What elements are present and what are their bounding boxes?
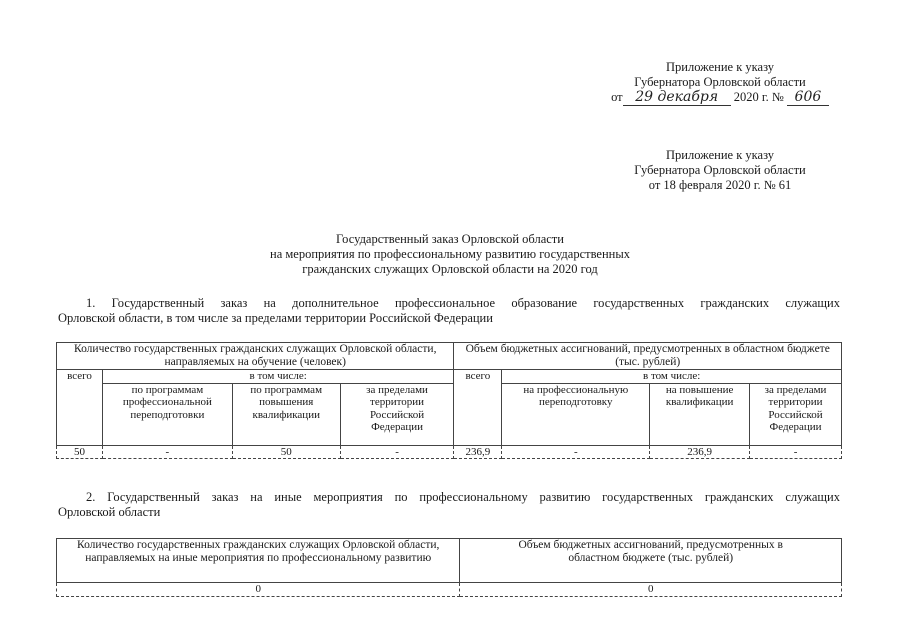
section-1-line2: Орловской области, в том числе за пределами территории Российской Федерации — [58, 311, 493, 325]
table-1-column-header-row — [57, 383, 842, 445]
table-1-header-total-count: всего — [57, 370, 103, 446]
table-1-cell: 236,9 — [454, 445, 502, 459]
table-1-col-budget-abroad: за пределами территории Российской Федерации — [750, 383, 842, 445]
section-2-line2: Орловской области — [58, 505, 161, 519]
table-1-cell: 236,9 — [650, 445, 750, 459]
appendix-header-new — [600, 60, 840, 106]
table-1-cell: 50 — [57, 445, 103, 459]
section-1-text — [58, 296, 840, 326]
title-line1: Государственный заказ Орловской области — [336, 232, 564, 246]
date-suffix: 2020 г. № — [733, 90, 784, 104]
table-1-col-budget-qualification: на повышение квалификации — [650, 383, 750, 445]
table-2-header-row — [57, 539, 842, 583]
table-1-group-header-row — [57, 343, 842, 370]
handwritten-date: 29 декабря — [623, 90, 731, 106]
table-1-col-retraining: по программам профессиональной переподготовки — [102, 383, 232, 445]
table-1-col-abroad: за пределами территории Российской Федерации — [340, 383, 454, 445]
table-1-col-qualification: по программам повышения квалификации — [232, 383, 340, 445]
appendix-line1: Приложение к указу — [665, 60, 775, 74]
appendix-date-line — [600, 90, 840, 106]
section-2-text — [58, 490, 840, 520]
table-1-cell: 50 — [232, 445, 340, 459]
table-2 — [56, 538, 842, 597]
table-1-cell: - — [750, 445, 842, 459]
table-1-cell: - — [502, 445, 650, 459]
table-1-col-budget-retraining: на профессиональную переподготовку — [502, 383, 650, 445]
table-1-header-count: Количество государственных гражданских служащих Орловской области, направляемых на обучение (человек) — [57, 343, 454, 370]
section-1-line1: 1. Государственный заказ на дополнительное профессиональное образование государственных гражданских служащих — [86, 296, 840, 310]
table-2-header-budget: Объем бюджетных ассигнований, предусмотренных в областном бюджете (тыс. рублей) — [460, 539, 842, 583]
table-row — [57, 445, 842, 459]
table-2-cell: 0 — [460, 583, 842, 597]
table-1-cell: - — [102, 445, 232, 459]
date-prefix: от — [611, 90, 623, 104]
handwritten-number: 606 — [787, 90, 829, 106]
table-1-subheader-row — [57, 370, 842, 384]
table-1 — [56, 342, 842, 459]
table-1-header-incl-budget: в том числе: — [502, 370, 842, 384]
appendix-old-line3: от 18 февраля 2020 г. № 61 — [648, 178, 792, 192]
section-2-line1: 2. Государственный заказ на иные мероприятия по профессиональному развитию государственных гражданских служащих — [86, 490, 840, 504]
table-1-header-incl-count: в том числе: — [102, 370, 454, 384]
title-line2: на мероприятия по профессиональному развитию государственных — [270, 247, 630, 261]
table-row — [57, 583, 842, 597]
table-2-header-count: Количество государственных гражданских служащих Орловской области, направляемых на иные мероприятия по профессиональному развитию — [57, 539, 460, 583]
table-1-cell: - — [340, 445, 454, 459]
table-1-header-budget: Объем бюджетных ассигнований, предусмотренных в областном бюджете (тыс. рублей) — [454, 343, 842, 370]
title-line3: гражданских служащих Орловской области на 2020 год — [302, 262, 598, 276]
appendix-line2: Губернатора Орловской области — [634, 75, 806, 89]
appendix-old-line2: Губернатора Орловской области — [634, 163, 806, 177]
appendix-old-line1: Приложение к указу — [665, 148, 775, 162]
table-1-header-total-budget: всего — [454, 370, 502, 446]
document-title — [150, 232, 750, 277]
appendix-header-old — [600, 148, 840, 193]
table-2-cell: 0 — [57, 583, 460, 597]
